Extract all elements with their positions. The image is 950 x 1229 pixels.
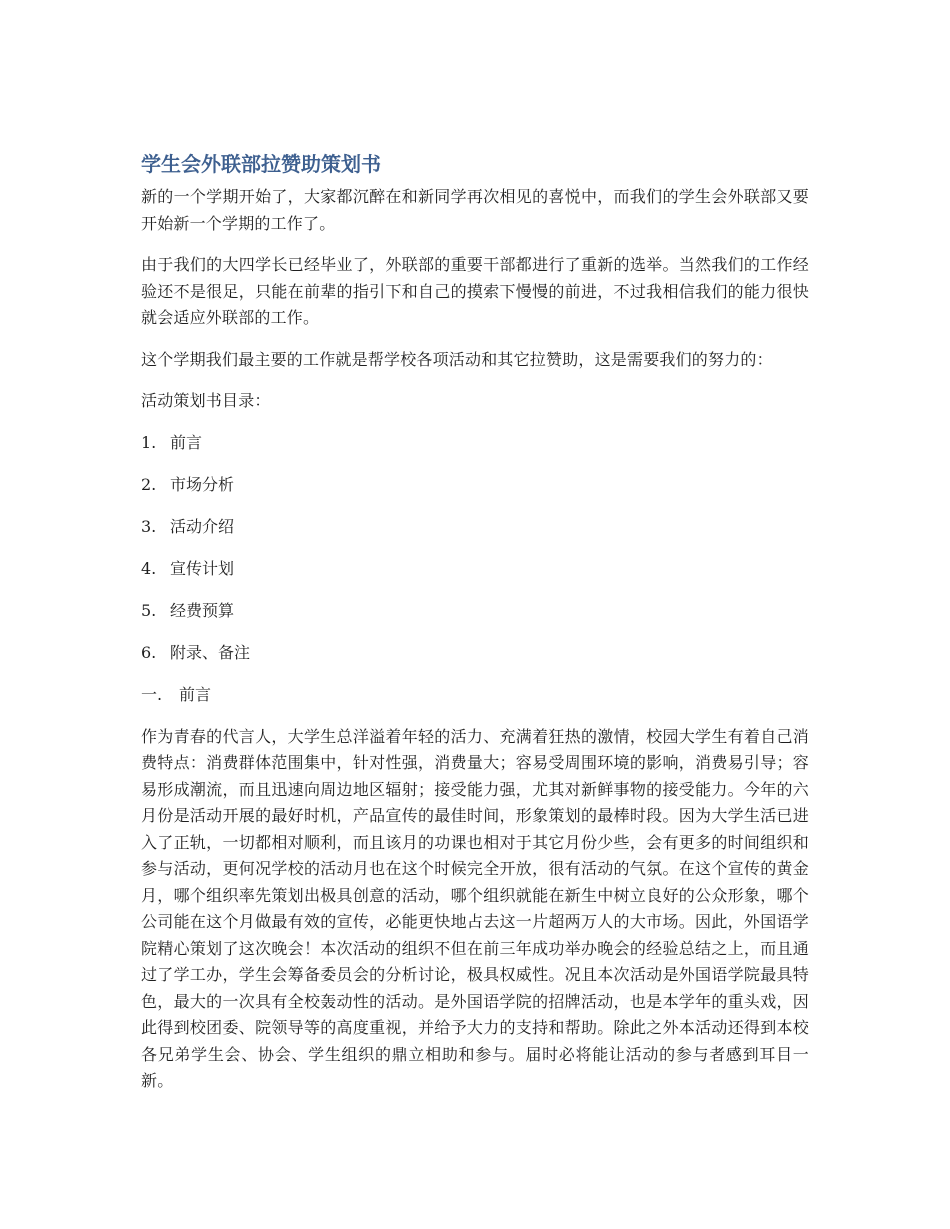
toc-item-label: 宣传计划 xyxy=(170,558,235,578)
toc-item-number: 5. xyxy=(141,600,157,620)
section-heading xyxy=(141,682,809,708)
section-title: 前言 xyxy=(179,684,212,704)
toc-item-number: 4. xyxy=(141,558,157,578)
toc-item-number: 6. xyxy=(141,642,157,662)
section-number: 一. xyxy=(141,684,163,704)
table-of-contents xyxy=(141,430,809,666)
toc-item-number: 1. xyxy=(141,432,157,452)
toc-item xyxy=(141,598,809,624)
toc-item-label: 经费预算 xyxy=(170,600,235,620)
toc-item xyxy=(141,472,809,498)
toc-item xyxy=(141,514,809,540)
toc-item-label: 活动介绍 xyxy=(170,516,235,536)
toc-item xyxy=(141,430,809,456)
intro-paragraph: 新的一个学期开始了，大家都沉醉在和新同学再次相见的喜悦中，而我们的学生会外联部又要开始新一个学期的工作了。 xyxy=(141,187,809,233)
toc-item-label: 市场分析 xyxy=(170,474,235,494)
document-page xyxy=(141,150,809,1110)
toc-item-number: 3. xyxy=(141,516,157,536)
toc-heading: 活动策划书目录： xyxy=(141,391,271,410)
section-body: 作为青春的代言人，大学生总洋溢着年轻的活力、充满着狂热的激情，校园大学生有着自己消费特点：消费群体范围集中，针对性强，消费量大；容易受周围环境的影响，消费易引导；容易形成潮流，而且迅速向周边地区辐射；接受能力强，尤其对新鲜事物的接受能力。今年的六月份是活动开展的最好时机，产品宣传的最佳时间，形象策划的最棒时段。因为大学生活已进入了正轨，一切都相对顺利，而且该月的功课也相对于其它月份少些，会有更多的时间组织和参与活动，更何况学校的活动月也在这个时候完全开放，很有活动的气氛。在这个宣传的黄金月，哪个组织率先策划出极具创意的活动，哪个组织就能在新生中树立良好的公众形象，哪个公司能在这个月做最有效的宣传，必能更快地占去这一片超两万人的大市场。因此，外国语学院精心策划了这次晚会！本次活动的组织不但在前三年成功举办晚会的经验总结之上，而且通过了学工办，学生会筹备委员会的分析讨论，极具权威性。况且本次活动是外国语学院最具特色，最大的一次具有全校轰动性的活动。是外国语学院的招牌活动，也是本学年的重头戏，因此得到校团委、院领导等的高度重视，并给予大力的支持和帮助。除此之外本活动还得到本校各兄弟学生会、协会、学生组织的鼎立相助和参与。届时必将能让活动的参与者感到耳目一新。 xyxy=(141,726,809,1090)
toc-item xyxy=(141,640,809,666)
toc-item xyxy=(141,556,809,582)
toc-item-label: 附录、备注 xyxy=(170,642,251,662)
document-title: 学生会外联部拉赞助策划书 xyxy=(141,152,381,176)
toc-item-label: 前言 xyxy=(170,432,203,452)
toc-item-number: 2. xyxy=(141,474,157,494)
intro-paragraph: 这个学期我们最主要的工作就是帮学校各项活动和其它拉赞助，这是需要我们的努力的： xyxy=(141,349,773,369)
intro-paragraph: 由于我们的大四学长已经毕业了，外联部的重要干部都进行了重新的选举。当然我们的工作经验还不是很足，只能在前辈的指引下和自己的摸索下慢慢的前进，不过我相信我们的能力很快就会适应外联部的工作。 xyxy=(141,255,809,327)
